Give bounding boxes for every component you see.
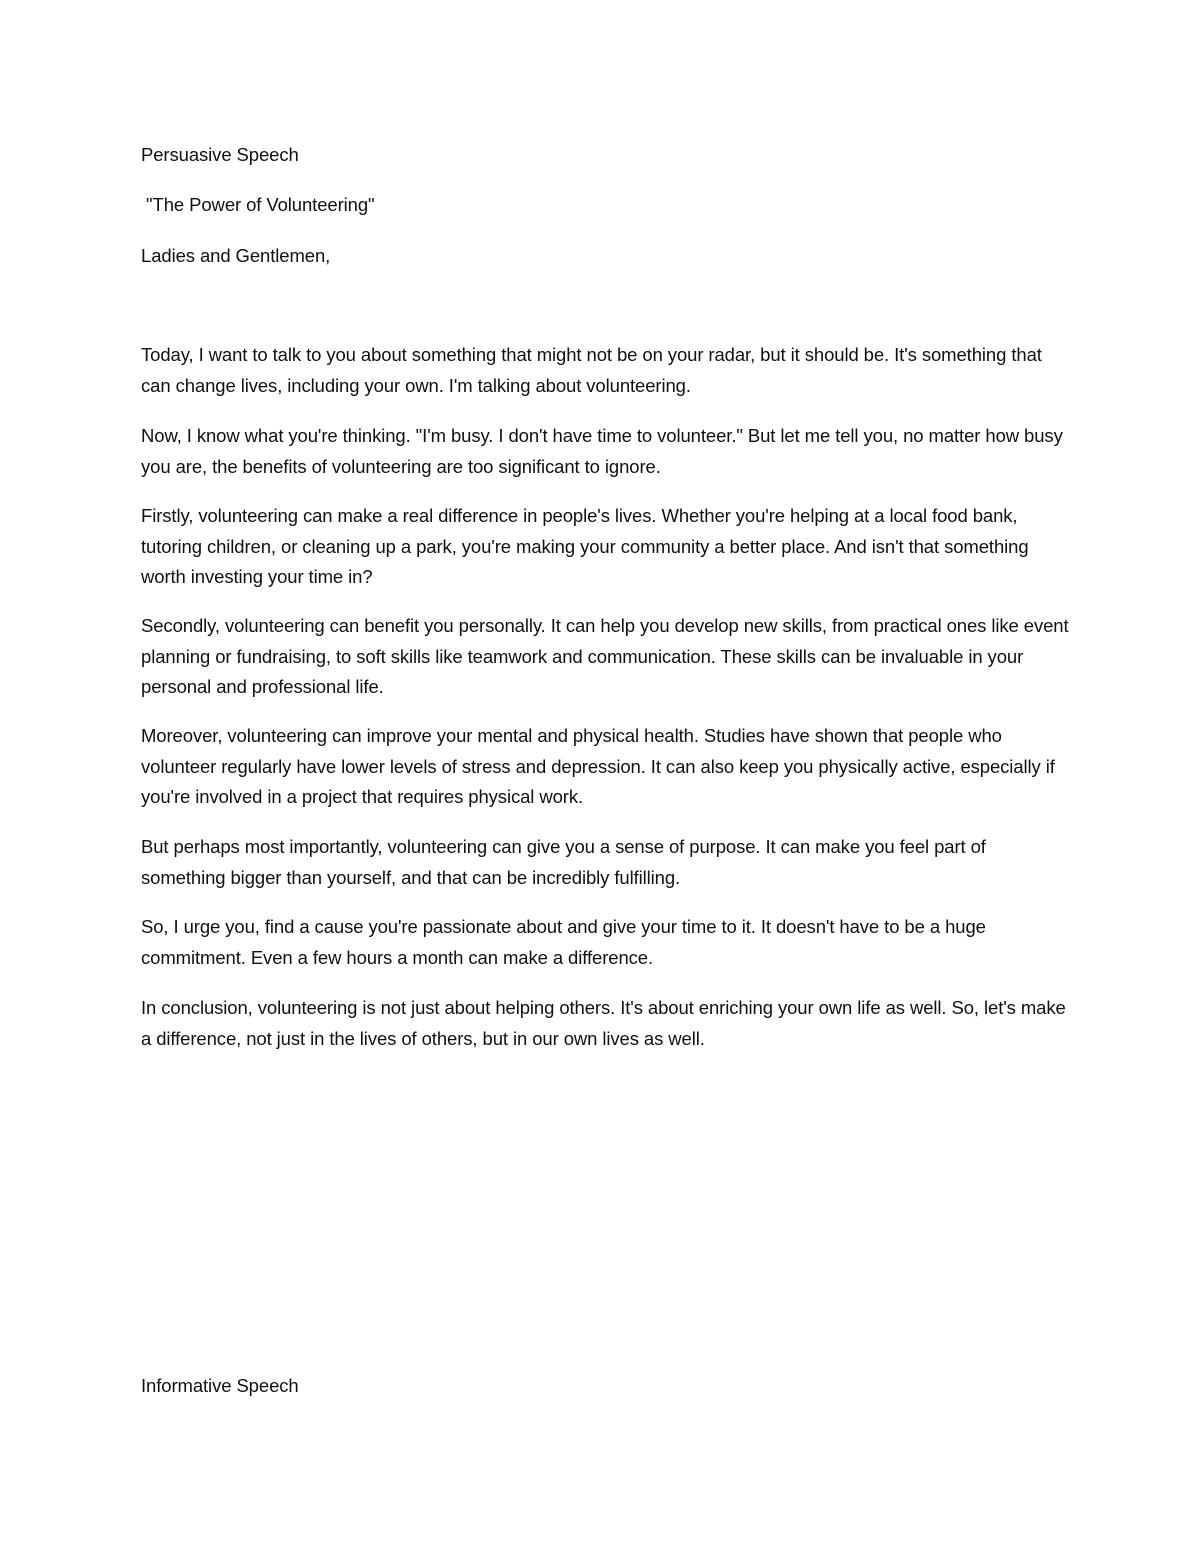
section-heading: Persuasive Speech <box>141 144 299 165</box>
paragraph-moreover <box>141 721 1071 813</box>
salutation: Ladies and Gentlemen, <box>141 245 331 266</box>
paragraph-text: Secondly, volunteering can benefit you personally. It can help you develop new skills, from practical ones like event planning or fundraising, to soft skills like teamwork and communication. These skills can be invaluable in your personal and professional life. <box>141 615 1069 697</box>
paragraph-secondly <box>141 611 1071 703</box>
paragraph-text: But perhaps most importantly, volunteering can give you a sense of purpose. It can make you feel part of something bigger than yourself, and that can be incredibly fulfilling. <box>141 836 986 888</box>
paragraph-text: Today, I want to talk to you about something that might not be on your radar, but it should be. It's something that can change lives, including your own. I'm talking about volunteering. <box>141 344 1042 396</box>
paragraph-conclusion <box>141 993 1071 1054</box>
paragraph-firstly <box>141 501 1071 593</box>
next-section-heading: Informative Speech <box>141 1375 299 1396</box>
paragraph-purpose <box>141 832 1071 893</box>
paragraph-text: Now, I know what you're thinking. "I'm busy. I don't have time to volunteer." But let me tell you, no matter how busy you are, the benefits of volunteering are too significant to ignore. <box>141 425 1063 477</box>
paragraph-text: So, I urge you, find a cause you're passionate about and give your time to it. It doesn't have to be a huge commitment. Even a few hours a month can make a difference. <box>141 916 986 968</box>
paragraph-text: In conclusion, volunteering is not just about helping others. It's about enriching your own life as well. So, let's make a difference, not just in the lives of others, but in our own lives as well. <box>141 997 1066 1049</box>
speech-title: "The Power of Volunteering" <box>141 194 375 215</box>
paragraph-text: Moreover, volunteering can improve your mental and physical health. Studies have shown that people who volunteer regularly have lower levels of stress and depression. It can also keep you physically active, especially if you're involved in a project that requires physical work. <box>141 725 1055 807</box>
paragraph-objection <box>141 421 1071 482</box>
paragraph-text: Firstly, volunteering can make a real difference in people's lives. Whether you're helping at a local food bank, tutoring children, or cleaning up a park, you're making your community a better place. And isn't that something worth investing your time in? <box>141 505 1029 587</box>
paragraph-urge <box>141 912 1071 973</box>
paragraph-intro <box>141 340 1071 401</box>
